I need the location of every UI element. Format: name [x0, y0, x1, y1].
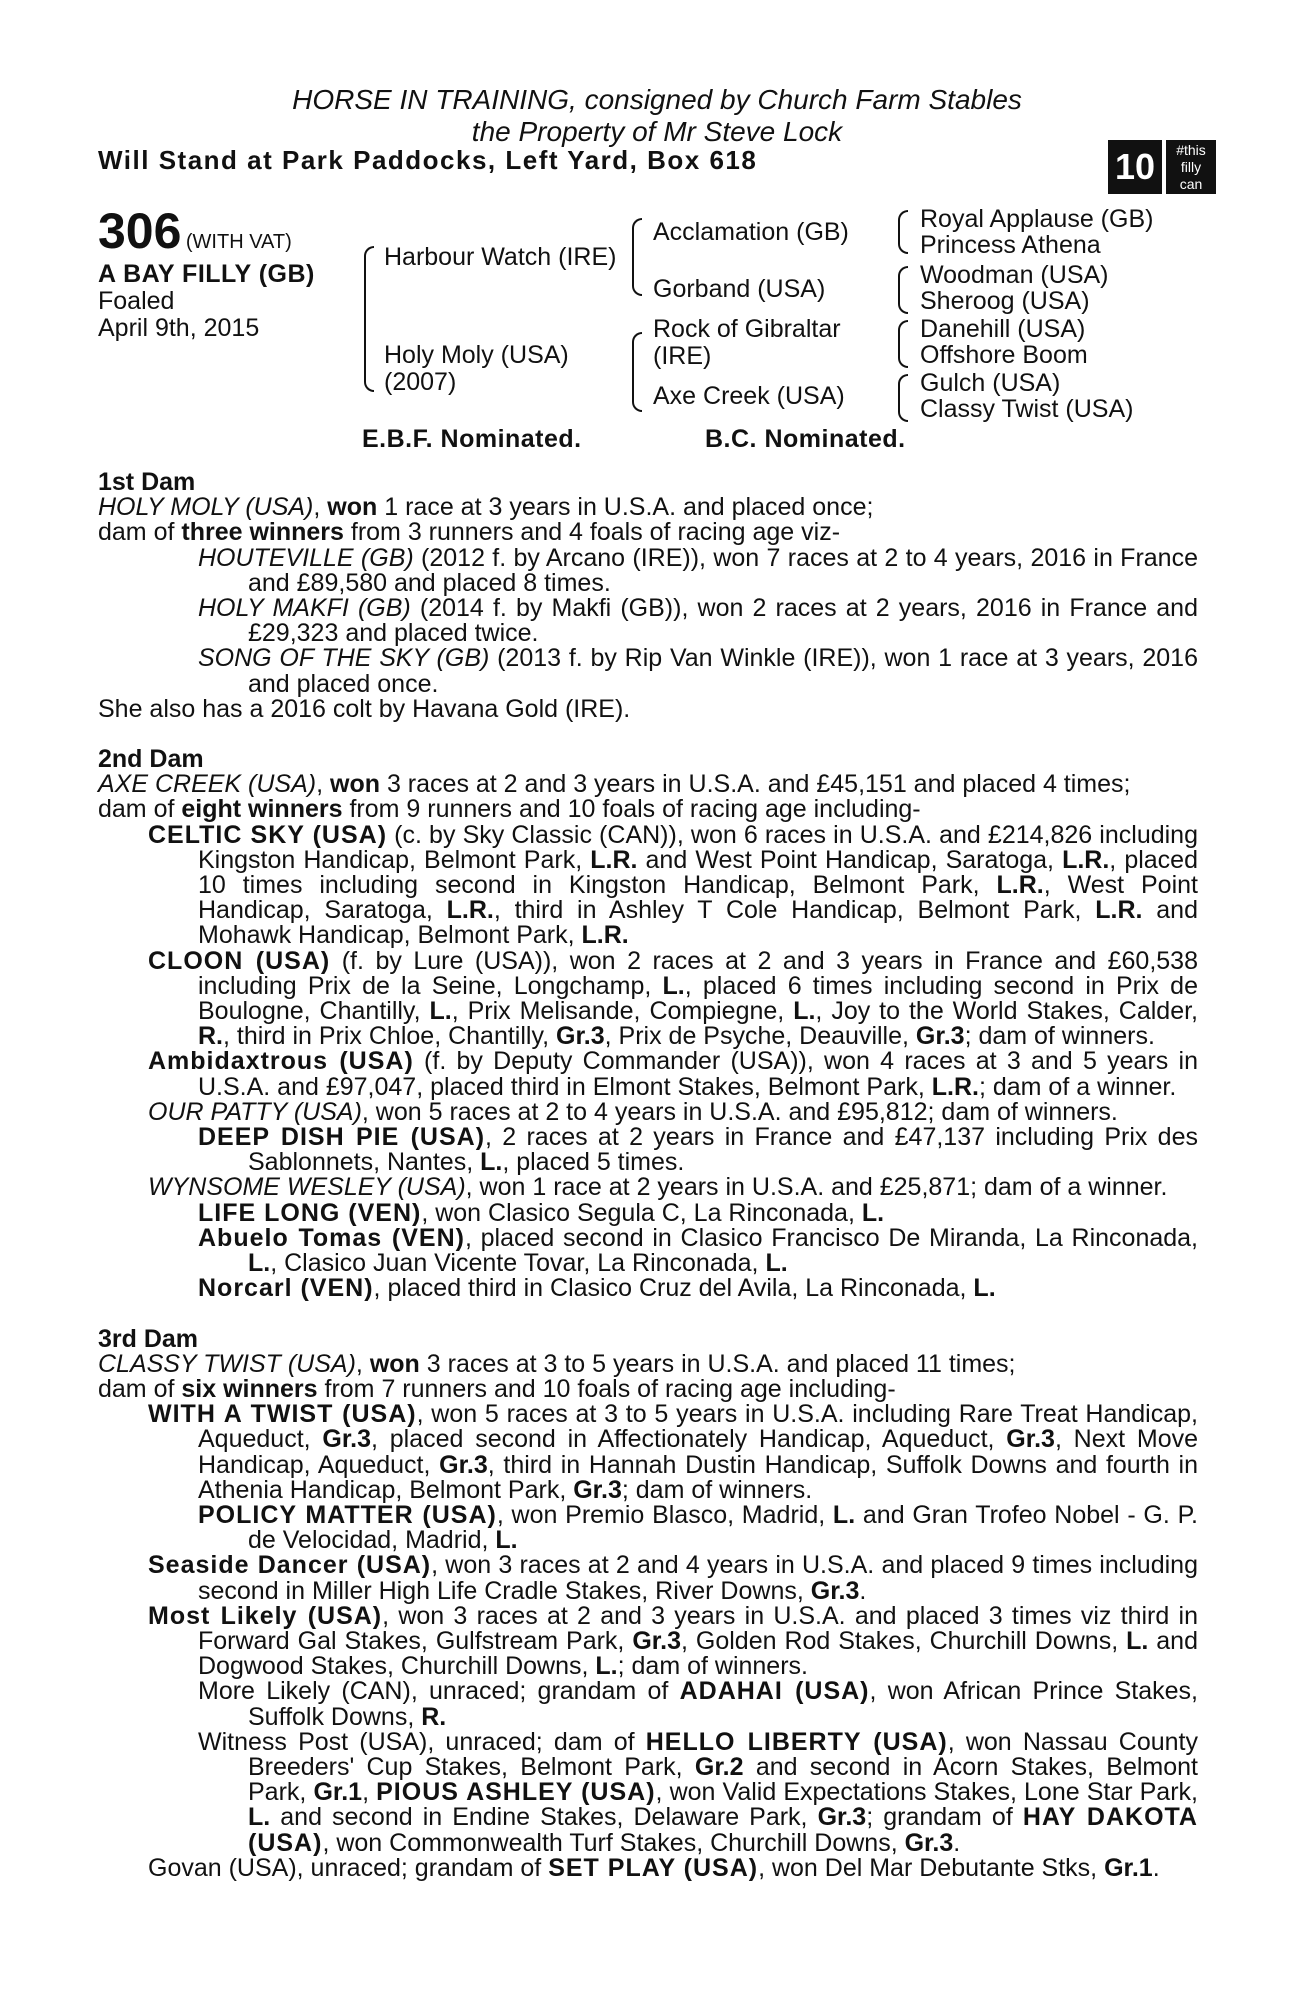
text-run: L.	[765, 1249, 788, 1278]
horse-name-run: POLICY MATTER (USA)	[198, 1500, 497, 1529]
text-run: , third in Ashley T Cole Handicap, Belmont Park,	[493, 896, 1096, 925]
text-run: L.	[248, 1249, 271, 1278]
pedigree-brace	[898, 210, 908, 254]
progeny-entry	[98, 1601, 1198, 1681]
pedigree-dam-year: (2007)	[384, 368, 457, 396]
logo-text-line: #this	[1176, 142, 1206, 158]
text-run: , Joy to the World Stakes, Calder,	[815, 997, 1198, 1026]
text-run: ; dam of winners.	[617, 1652, 808, 1681]
text-run: eight winners	[181, 795, 343, 824]
text-run: Gr.3	[632, 1626, 681, 1655]
text-run: (2013 f. by Rip Van Winkle (IRE)), won 1 race at 3 years, 2016 and placed once.	[248, 644, 1198, 698]
horse-name-run: WITH A TWIST (USA)	[148, 1400, 417, 1429]
foaled-label: Foaled	[98, 287, 175, 315]
text-run: L.	[429, 997, 452, 1026]
text-run: , won 5 races at 2 to 4 years in U.S.A. and £95,812; dam of winners.	[361, 1097, 1118, 1126]
progeny-entry	[98, 946, 1198, 1051]
lot-vat: (WITH VAT)	[185, 231, 292, 253]
text-run: , Prix Melisande, Compiegne,	[451, 997, 794, 1026]
text-run: ; grandam of	[866, 1803, 1023, 1832]
text-run: , Clasico Juan Vicente Tovar, La Rinconada,	[270, 1249, 766, 1278]
progeny-entry	[98, 1727, 1198, 1857]
pedigree-sire-dam: Gorband (USA)	[653, 275, 826, 303]
pedigree-g6: Offshore Boom	[920, 341, 1088, 369]
text-run: Gr.1	[1104, 1853, 1153, 1882]
text-run: L.R.	[931, 1072, 979, 1101]
text-run: three winners	[181, 518, 344, 547]
text-run: ,	[316, 770, 331, 799]
text-run: OUR PATTY (USA)	[148, 1097, 362, 1126]
pedigree-sire-sire: Acclamation (GB)	[653, 218, 849, 246]
text-run: R.	[421, 1702, 447, 1731]
text-run: L.R.	[996, 871, 1044, 900]
text-run: HOUTEVILLE (GB)	[198, 543, 414, 572]
text-run: L.R.	[1062, 845, 1110, 874]
horse-name-run: ADAHAI (USA)	[679, 1677, 870, 1706]
second-dam-produce	[98, 797, 1198, 822]
text-run: WYNSOME WESLEY (USA)	[148, 1173, 466, 1202]
text-run: , third in Prix Chloe, Chantilly,	[223, 1022, 556, 1051]
text-run: dam of	[98, 795, 182, 824]
text-run: L.	[662, 971, 685, 1000]
text-run: ,	[313, 493, 328, 522]
text-run: (f. by Deputy Commander (USA)), won 4 races at 3 and 5 years in U.S.A. and £97,047, placed third in Elmont Stakes, Belmont Park,	[198, 1047, 1198, 1101]
horse-name-run: CELTIC SKY (USA)	[148, 820, 388, 849]
text-run: 3 races at 3 to 5 years in U.S.A. and placed 11 times;	[419, 1349, 1016, 1378]
progeny-entry	[98, 1198, 1198, 1227]
text-run: six winners	[181, 1374, 318, 1403]
text-run: L.	[480, 1148, 503, 1177]
text-run: More Likely (CAN), unraced; grandam of	[198, 1677, 680, 1706]
progeny-entry	[98, 596, 1198, 646]
text-run: L.	[248, 1803, 271, 1832]
text-run: from 7 runners and 10 foals of racing age including-	[317, 1374, 896, 1403]
text-run: L.	[595, 1652, 618, 1681]
horse-name-run: HAY DAKOTA (USA)	[248, 1803, 1198, 1857]
text-run: .	[859, 1576, 867, 1605]
text-run: ,	[362, 1778, 377, 1807]
text-run: Gr.1	[313, 1778, 363, 1807]
text-run: , placed second in Affectionately Handicap, Aqueduct,	[371, 1425, 1007, 1454]
pedigree-dam: Holy Moly (USA)	[384, 341, 569, 369]
text-run: L.R.	[1095, 896, 1143, 925]
text-run: (2014 f. by Makfi (GB)), won 2 races at 2 years, 2016 in France and £29,323 and placed twice.	[248, 594, 1198, 648]
progeny-entry	[98, 1853, 1198, 1882]
text-run: Gr.3	[810, 1576, 860, 1605]
text-run: , placed second in Clasico Francisco De Miranda, La Rinconada,	[464, 1223, 1198, 1252]
text-run: , West Point Handicap, Saratoga,	[198, 871, 1198, 925]
text-run: , 2 races at 2 years in France and £47,137 including Prix des Sablonnets, Nantes,	[248, 1123, 1198, 1177]
third-dam-heading: 3rd Dam	[98, 1324, 199, 1353]
text-run: , won 3 races at 2 and 3 years in U.S.A. and placed 3 times viz third in Forward Gal Stakes, Gulfstream Park,	[198, 1601, 1198, 1655]
text-run: , placed 5 times.	[502, 1148, 685, 1177]
progeny-entry	[98, 1049, 1198, 1099]
second-dam-line	[98, 772, 1198, 797]
text-run: L.R.	[581, 921, 629, 950]
pedigree-g5: Danehill (USA)	[920, 315, 1086, 343]
first-dam-line	[98, 495, 1198, 520]
text-run: AXE CREEK (USA)	[98, 770, 317, 799]
pedigree-g1: Royal Applause (GB)	[920, 205, 1154, 233]
text-run: ; dam of winners.	[621, 1475, 813, 1504]
text-run: L.	[973, 1274, 996, 1303]
horse-name-run: DEEP DISH PIE (USA)	[198, 1123, 486, 1152]
text-run: Gr.3	[556, 1022, 605, 1051]
third-dam-produce	[98, 1374, 1198, 1403]
horse-name-run: Norcarl (VEN)	[198, 1274, 374, 1303]
text-run: 1 race at 3 years in U.S.A. and placed once;	[377, 493, 874, 522]
text-run: (c. by Sky Classic (CAN)), won 6 races in U.S.A. and £214,826 including Kingston Handicap, Belmont Park,	[198, 820, 1198, 874]
text-run: won	[369, 1349, 420, 1378]
logo-text-line: can	[1179, 176, 1203, 192]
text-run: 3 races at 2 and 3 years in U.S.A. and £45,151 and placed 4 times;	[380, 770, 1131, 799]
text-run: , won Commonwealth Turf Stakes, Churchill Downs,	[322, 1828, 905, 1857]
text-run: L.	[861, 1198, 885, 1227]
text-run: and second in Acorn Stakes, Belmont Park,	[248, 1752, 1198, 1807]
text-run: , third in Hannah Dustin Handicap, Suffolk Downs and fourth in Athenia Handicap, Belmont Park,	[198, 1450, 1199, 1504]
text-run: Gr.3	[439, 1450, 488, 1479]
text-run: L.	[793, 997, 816, 1026]
text-run: HOLY MOLY (USA)	[98, 493, 314, 522]
text-run: and Dogwood Stakes, Churchill Downs,	[198, 1626, 1198, 1681]
text-run: from 9 runners and 10 foals of racing age including-	[342, 795, 921, 824]
text-run: , won Valid Expectations Stakes, Lone Star Park,	[655, 1778, 1198, 1807]
text-run: , won Nassau County Breeders' Cup Stakes, Belmont Park,	[248, 1727, 1198, 1781]
text-run: , won Premio Blasco, Madrid,	[496, 1500, 833, 1529]
horse-name-run: Ambidaxtrous (USA)	[148, 1047, 414, 1076]
text-run: , Prix de Psyche, Deauville,	[604, 1022, 916, 1051]
horse-name-run: PIOUS ASHLEY (USA)	[376, 1778, 656, 1807]
first-dam-note	[98, 694, 1198, 723]
horse-name-run: LIFE LONG (VEN)	[198, 1198, 422, 1227]
text-run: , won 1 race at 2 years in U.S.A. and £25,871; dam of a winner.	[465, 1173, 1168, 1202]
text-run: , won Clasico Segula C, La Rinconada,	[421, 1198, 862, 1227]
text-run: Gr.2	[694, 1752, 744, 1781]
text-run: L.	[832, 1500, 856, 1529]
lot-header	[98, 203, 292, 259]
pedigree-brace	[898, 374, 908, 422]
progeny-entry	[98, 646, 1198, 696]
text-run: and second in Endine Stakes, Delaware Park,	[270, 1803, 818, 1832]
pedigree-dam-dam: Axe Creek (USA)	[653, 382, 845, 410]
horse-name: A BAY FILLY (GB)	[98, 260, 315, 288]
horse-name-run: Most Likely (USA)	[148, 1601, 383, 1630]
progeny-entry	[98, 1223, 1198, 1278]
horse-name-run: Abuelo Tomas (VEN)	[198, 1223, 465, 1252]
pedigree-g7: Gulch (USA)	[920, 369, 1061, 397]
second-dam-heading: 2nd Dam	[98, 745, 204, 774]
progeny-entry	[98, 543, 1198, 597]
text-run: , won African Prince Stakes, Suffolk Downs,	[248, 1677, 1198, 1731]
text-run: won	[327, 493, 378, 522]
text-run: Gr.3	[915, 1022, 965, 1051]
pedigree-g3: Woodman (USA)	[920, 261, 1109, 289]
progeny-entry	[98, 1553, 1198, 1603]
text-run: L.R.	[590, 845, 638, 874]
progeny-entry	[98, 1276, 1198, 1301]
pedigree-brace	[632, 332, 642, 412]
header-property: the Property of Mr Steve Lock	[471, 116, 843, 147]
text-run: ; dam of winners.	[964, 1022, 1155, 1051]
text-run: HOLY MAKFI (GB)	[198, 594, 411, 623]
text-run: , won Del Mar Debutante Stks,	[758, 1853, 1105, 1882]
pedigree-brace	[364, 246, 374, 392]
catalogue-body	[98, 470, 1198, 1881]
pedigree-dam-sire: Rock of Gibraltar	[653, 315, 841, 343]
text-run: Gr.3	[1006, 1425, 1055, 1454]
pedigree-brace	[632, 218, 642, 296]
text-run: won	[330, 770, 381, 799]
text-run: ,	[355, 1349, 370, 1378]
ebf-nomination: E.B.F. Nominated.	[362, 425, 582, 453]
text-run: ; dam of a winner.	[978, 1072, 1177, 1101]
horse-name-run: CLOON (USA)	[148, 946, 331, 975]
bc-nomination: B.C. Nominated.	[705, 425, 906, 453]
text-run: , placed 10 times including second in Kingston Handicap, Belmont Park,	[198, 845, 1198, 900]
text-run: and Mohawk Handicap, Belmont Park,	[198, 896, 1198, 950]
first-dam-heading: 1st Dam	[98, 468, 196, 496]
text-run: , Next Move Handicap, Aqueduct,	[198, 1425, 1198, 1479]
text-run: R.	[198, 1022, 223, 1051]
text-run: .	[953, 1828, 961, 1857]
text-run: Govan (USA), unraced; grandam of	[148, 1853, 549, 1882]
third-dam-line	[98, 1349, 1198, 1378]
logo-text	[1166, 140, 1216, 194]
pedigree-dam-sire-country: (IRE)	[653, 342, 712, 370]
lot-number: 306	[98, 203, 182, 259]
text-run: CLASSY TWIST (USA)	[98, 1349, 356, 1378]
text-run: dam of	[98, 518, 182, 547]
text-run: L.	[1126, 1626, 1149, 1655]
this-filly-can-logo	[1108, 140, 1216, 194]
text-run: , placed third in Clasico Cruz del Avila, La Rinconada,	[373, 1274, 974, 1303]
text-run: SONG OF THE SKY (GB)	[198, 644, 490, 673]
pedigree-brace	[898, 266, 908, 314]
text-run: , won 5 races at 3 to 5 years in U.S.A. including Rare Treat Handicap, Aqueduct,	[198, 1400, 1198, 1454]
horse-name-run: Seaside Dancer (USA)	[148, 1551, 432, 1580]
text-run: L.R.	[446, 896, 494, 925]
text-run: and Gran Trofeo Nobel - G. P. de Velocidad, Madrid,	[248, 1500, 1198, 1555]
pedigree-g8: Classy Twist (USA)	[920, 395, 1134, 423]
text-run: Gr.3	[904, 1828, 954, 1857]
first-dam-produce	[98, 520, 1198, 545]
text-run: L.	[495, 1526, 518, 1555]
text-run: Gr.3	[322, 1425, 372, 1454]
text-run: She also has a 2016 colt by Havana Gold (IRE).	[98, 694, 631, 723]
horse-name-run: HELLO LIBERTY (USA)	[645, 1727, 948, 1756]
progeny-entry	[98, 1175, 1198, 1200]
progeny-entry	[98, 1500, 1198, 1555]
header-consignor: HORSE IN TRAINING, consigned by Church Farm Stables	[292, 84, 1022, 115]
pedigree-brace	[898, 320, 908, 368]
pedigree-g4: Sheroog (USA)	[920, 287, 1090, 315]
text-run: Witness Post (USA), unraced; dam of	[198, 1727, 646, 1756]
progeny-entry	[98, 1679, 1198, 1729]
progeny-entry	[98, 1097, 1198, 1126]
logo-number: 10	[1108, 140, 1162, 194]
text-run: Gr.3	[573, 1475, 622, 1504]
text-run: .	[1152, 1853, 1160, 1882]
text-run: (2012 f. by Arcano (IRE)), won 7 races at 2 to 4 years, 2016 in France and £89,580 and placed 8 times.	[248, 543, 1198, 597]
text-run: (f. by Lure (USA)), won 2 races at 2 and 3 years in France and £60,538 including Prix de la Seine, Longchamp,	[198, 946, 1198, 1000]
text-run: from 3 runners and 4 foals of racing age viz-	[343, 518, 841, 547]
text-run: and West Point Handicap, Saratoga,	[637, 845, 1063, 874]
header-location: Will Stand at Park Paddocks, Left Yard, Box 618	[98, 145, 758, 175]
progeny-entry	[98, 820, 1198, 950]
text-run: , won 3 races at 2 and 4 years in U.S.A. and placed 9 times including second in Miller High Life Cradle Stakes, River Downs,	[198, 1551, 1198, 1605]
pedigree-sire: Harbour Watch (IRE)	[384, 243, 617, 271]
horse-name-run: SET PLAY (USA)	[548, 1853, 759, 1882]
progeny-entry	[98, 1125, 1198, 1175]
pedigree-g2: Princess Athena	[920, 231, 1101, 259]
text-run: Gr.3	[817, 1803, 867, 1832]
text-run: , placed 6 times including second in Prix de Boulogne, Chantilly,	[198, 971, 1198, 1026]
text-run: , Golden Rod Stakes, Churchill Downs,	[680, 1626, 1127, 1655]
foaled-date: April 9th, 2015	[98, 314, 260, 342]
text-run: dam of	[98, 1374, 182, 1403]
progeny-entry	[98, 1402, 1198, 1503]
logo-text-line: filly	[1180, 159, 1202, 175]
